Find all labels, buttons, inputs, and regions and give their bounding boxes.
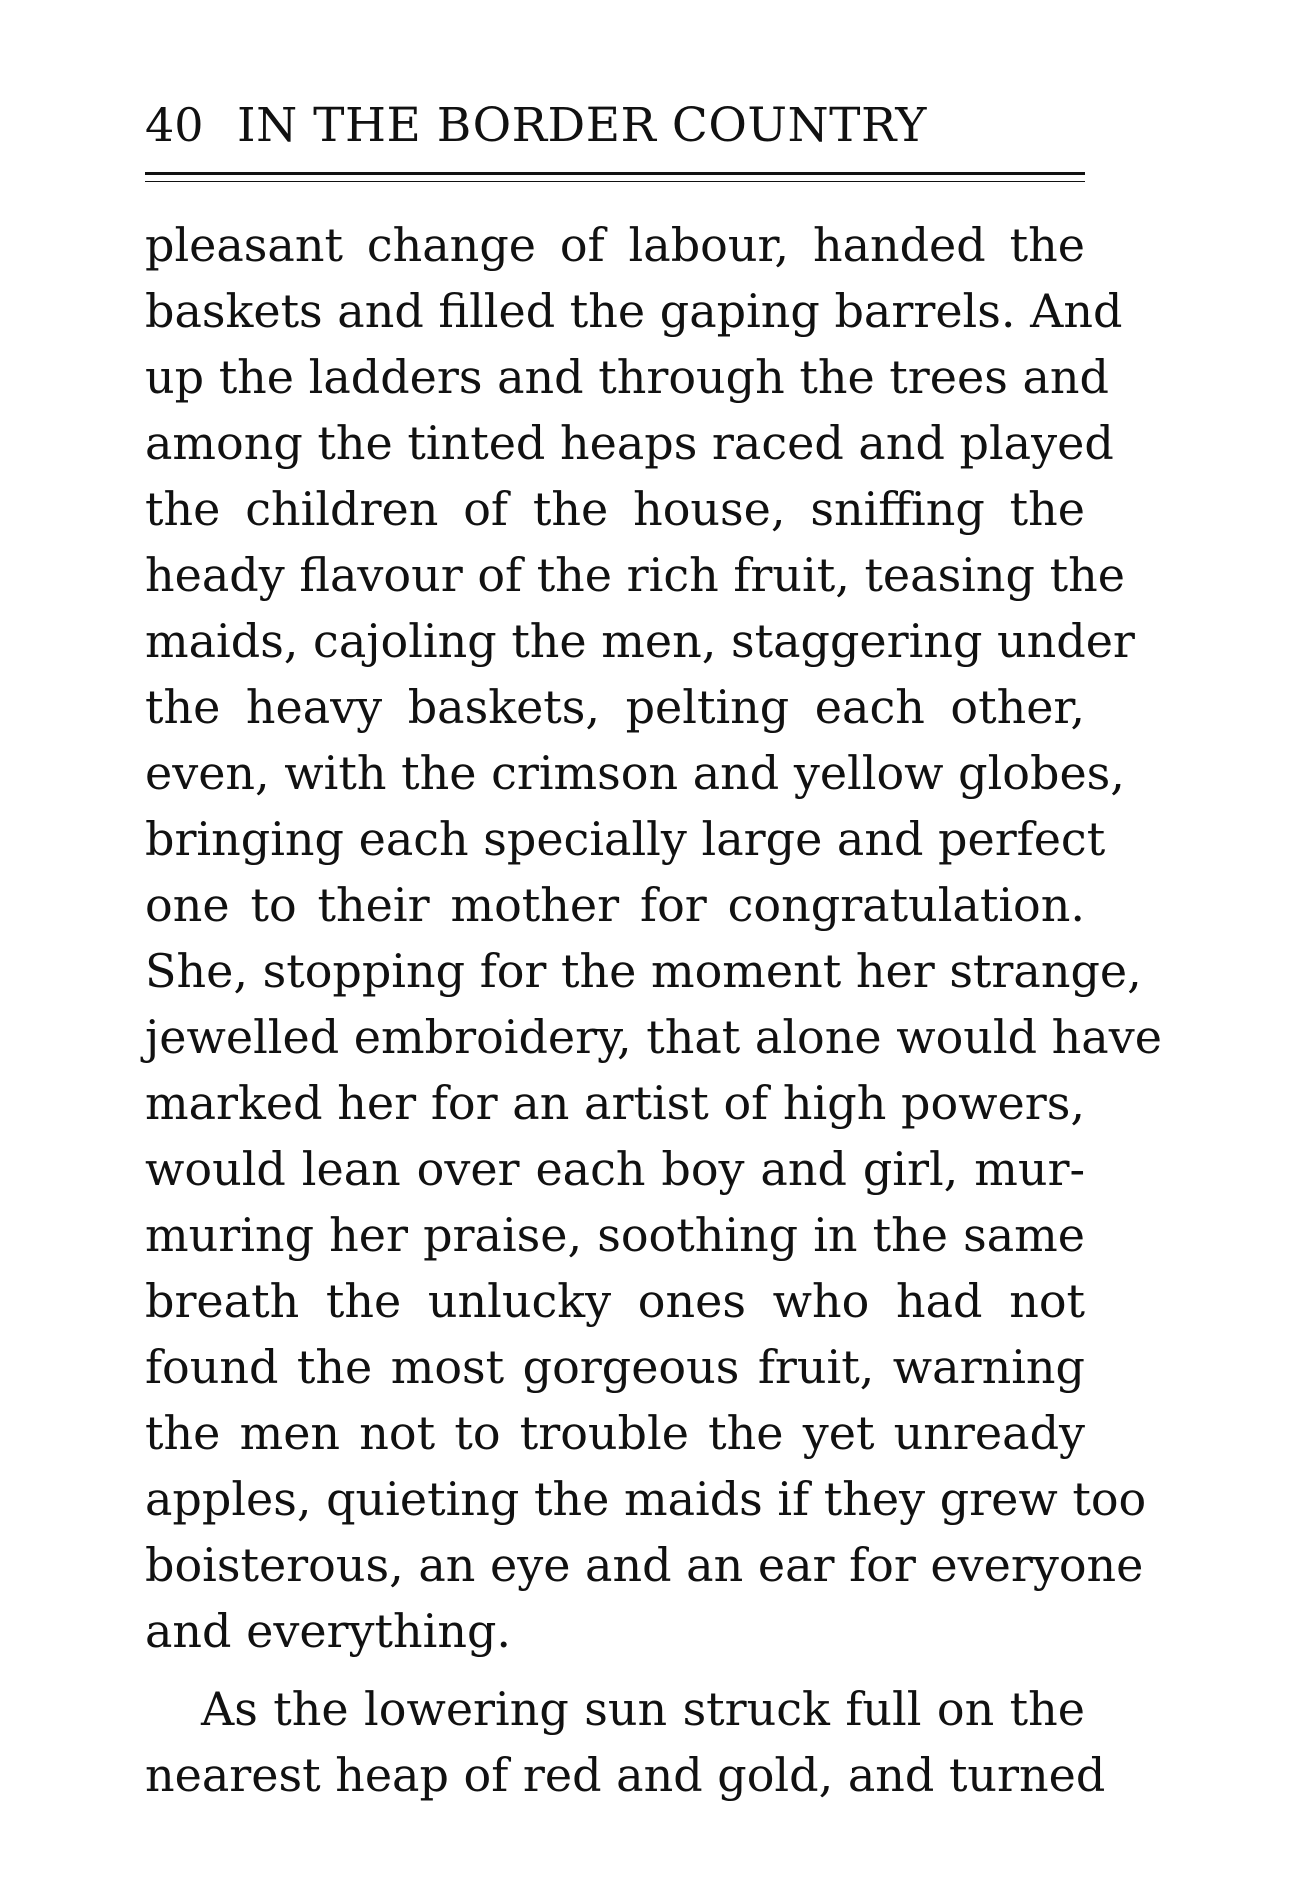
text-line: the heavy baskets, pelting each other, <box>145 680 1085 734</box>
page-header <box>145 92 1085 162</box>
text-line: up the ladders and through the trees and <box>145 350 1109 404</box>
header-rule-thick <box>145 172 1085 175</box>
paragraph-1 <box>145 212 1162 1664</box>
text-line: among the tinted heaps raced and played <box>145 416 1114 470</box>
paragraph-spacer <box>145 1664 1085 1676</box>
text-line: maids, cajoling the men, staggering under <box>145 614 1135 668</box>
text-line: even, with the crimson and yellow globes, <box>145 746 1125 800</box>
text-line: one to their mother for congratulation. <box>145 878 1085 932</box>
text-line: marked her for an artist of high powers, <box>145 1076 1085 1130</box>
text-line: apples, quieting the maids if they grew too <box>145 1472 1147 1526</box>
running-title: IN THE BORDER COUNTRY <box>237 98 927 153</box>
text-line: bringing each specially large and perfect <box>145 812 1106 866</box>
text-line: muring her praise, soothing in the same <box>145 1208 1085 1262</box>
text-line: heady flavour of the rich fruit, teasing the <box>145 548 1125 602</box>
page-number: 40 <box>145 98 204 152</box>
text-line: boisterous, an eye and an ear for everyone <box>145 1538 1144 1592</box>
body-text <box>145 212 1162 1808</box>
text-line: would lean over each boy and girl, mur- <box>145 1142 1085 1196</box>
text-line-indented: As the lowering sun struck full on the <box>201 1682 1085 1736</box>
text-line: jewelled embroidery, that alone would have <box>145 1010 1162 1064</box>
text-line: baskets and filled the gaping barrels. And <box>145 284 1123 338</box>
text-line: breath the unlucky ones who had not <box>145 1274 1085 1328</box>
text-line-final: and everything. <box>145 1604 512 1658</box>
text-line: nearest heap of red and gold, and turned <box>145 1748 1106 1802</box>
text-line: She, stopping for the moment her strange, <box>145 944 1142 998</box>
text-line: the children of the house, sniffing the <box>145 482 1085 536</box>
text-line: the men not to trouble the yet unready <box>145 1406 1085 1460</box>
header-rule-thin <box>145 181 1085 182</box>
text-line: pleasant change of labour, handed the <box>145 218 1085 272</box>
paragraph-2 <box>145 1676 1106 1808</box>
text-line: found the most gorgeous fruit, warning <box>145 1340 1085 1394</box>
